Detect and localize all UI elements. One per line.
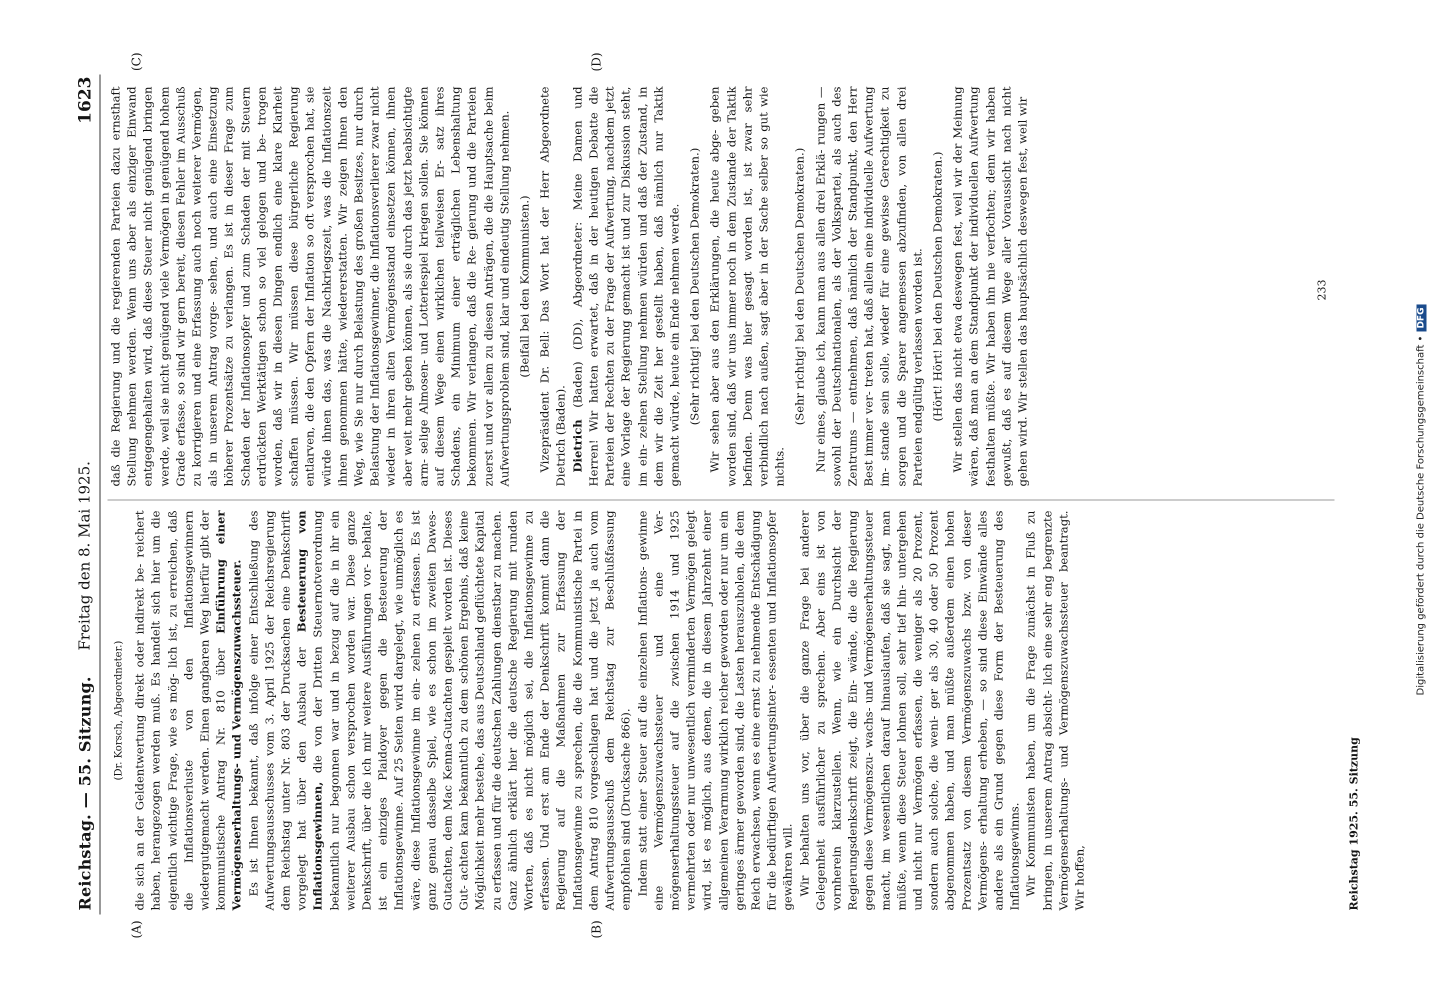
paragraph-text: die sich an der Geldentwertung direkt oder indirekt be- reichert haben, herangezogen werden muß. Es handelt sich hier um die eigentlich wichtige Frage, wie es mög- lich ist, zu erreichen, daß die Inflationsverluste von den Inflationsgewinnern wiedergutgemacht werden. Einen gangbaren Weg hierfür gibt der kommunistische Antrag Nr. 810 über xyxy=(132,510,228,911)
rotated-document-page xyxy=(70,51,1365,951)
column-separator xyxy=(108,500,1335,501)
header-rule xyxy=(100,75,101,915)
paragraph: Indem statt einer Steuer auf die einzelnen Inflations- gewinne eine Vermögenszuwachssteuer und eine Ver- mögenserhaltungssteuer auf die zwischen 1914 und 1925 vermehrten oder nur unwesentlich verminderten Vermögen gelegt wird, ist es möglich, aus denen, die in diesem Jahrzehnt einer allgemeinen Verarmung wirklich reicher geworden oder nur um ein geringes ärmer geworden sind, die Lasten herauszuholen, die dem Reich erwachsen, wenn es eine ernst zu nehmende Entschädigung für die bedürftigen Aufwertungsinter- essenten und Inflationsopfer gewähren will. xyxy=(635,510,795,911)
speaker-running-head: (Dr. Korsch, Abgeordneter.) xyxy=(113,640,125,781)
interjection: (Hört! Hört! bei den Deutschen Demokraten.) xyxy=(930,151,945,422)
interjection: (Beifall bei den Kommunisten.) xyxy=(517,195,532,378)
emphasis-text: Besteuerung von Inflationsgewinnen, xyxy=(294,510,325,911)
paragraph: Wir behalten uns vor, über die ganze Frage bei anderer Gelegenheit ausführlicher zu sprechen. Aber eins ist von vornherein klarzustellen. Wenn, wie ein Durchsicht der Regierungsdenkschrift zeigt, die Ein- wände, die die Regierung gegen diese Vermögenszu- wachs- und Vermögenserhaltungssteuer macht, im wesentlichen darauf hinauslaufen, daß sie sagt, man müßte, wenn diese Steuer lohnen soll, sehr tief hin- untergehen und nicht nur Vermögen erfassen, die weniger als 20 Prozent, sondern auch solche, die weni- ger als 30, 40 oder 50 Prozent abgenommen haben, und man müßte außerdem einen hohen Prozentsatz von diesem Vermögenszuwachs bzw. von dieser Vermögens- erhaltung erheben, — so sind diese Einwände alles andere als ein Grund gegen diese Form der Besteuerung des Inflationsgewinns. xyxy=(797,510,1022,911)
page-footer: Reichstag 1925. 55. Sitzung xyxy=(1347,737,1361,911)
margin-mark-b: (B) xyxy=(589,920,604,939)
dfg-logo-icon: DFG xyxy=(1417,305,1427,332)
page-header-session: Reichstag. — 55. Sitzung. xyxy=(75,676,95,911)
paragraph-text: Es ist Ihnen bekannt, daß infolge einer Entschließung des Aufwertungsausschusses vom 3. April 1925 der Reichsregierung dem Reichstag unter Nr. 803 der Drucksachen eine Denkschrift vorgelegt hat über den Ausbau der xyxy=(246,510,309,911)
page-header-date: Freitag den 8. Mai 1925. xyxy=(75,461,94,651)
margin-mark-a: (A) xyxy=(129,920,144,939)
dfg-notice-text: Digitalisierung gefördert durch die Deutsche Forschungsgemeinschaft • xyxy=(1415,335,1427,696)
interjection: (Sehr richtig! bei den Deutschen Demokraten.) xyxy=(687,147,702,426)
paragraph: Wir stellen das nicht etwa deswegen fest, weil wir der Meinung wären, daß man an dem Standpunkt der individuellen Aufwertung festhalten müßte. Wir haben ihn nie verfochten; denn wir haben gewußt, daß es auf diesem Wege aller Voraussicht nach nicht gehen wird. Wir stellen das hauptsächlich deswegen fest, weil wir xyxy=(950,86,1030,487)
chair-statement: Vizepräsident Dr. Bell: Das Wort hat der Herr Abgeordnete Dietrich (Baden). xyxy=(537,86,568,487)
paragraph-text: die von der Dritten Steuernotverordnung bekanntlich nur begonnen war und in bezug auf die in ihr ein weiterer Ausbau schon versprochen worden war. Diese ganze Denkschrift, über die ich mir weitere Ausführungen vor- behalte, ist ein einziges Plaidoyer gegen die Besteuerung der Inflationsgewinne. Auf 25 Seiten wird dargelegt, wie unmöglich es wäre, diese Inflationsgewinne im ein- zelnen zu erfassen. Es ist ganz genau dasselbe Spiel, wie es schon im zweiten Dawes-Gutachten, dem Mac Kenna-Gutachten gespielt worden ist. Dieses Gut- achten kam bekanntlich zu dem schönen Ergebnis, daß keine Möglichkeit mehr bestehe, das aus Deutschland geflüchtete Kapital zu erfassen und für die deutschen Zahlungen dienstbar zu machen. Ganz ähnlich erklärt hier die deutsche Regierung mit runden Worten, daß es nicht möglich sei, die Inflationsgewinne zu erfassen. Und erst am Ende der Denkschrift kommt dann die Regierung auf die Maßnahmen zur Erfassung der Inflationsgewinne zu sprechen, die die Kommunistische Partei in dem Antrag 810 vorgeschlagen hat und die jetzt ja auch vom Aufwertungsausschuß dem Reichstag zur Beschlußfassung empfohlen sind (Drucksache 866). xyxy=(310,510,633,911)
paragraph xyxy=(132,511,245,911)
paragraph-text: (Baden) (DD), Abgeordneter: Meine Damen und Herren! Wir hatten erwartet, daß in der heutigen Debatte die Parteien der Rechten zu der Frage der Aufwertung, nachdem jetzt eine Vorlage der Regierung gemacht ist und zur Diskussion steht, im ein- zelnen Stellung nehmen würden und daß der Zustand, in dem wir die Zeit her gestellt haben, daß nämlich nur Taktik gemacht würde, heute ein Ende nehmen werde. xyxy=(570,86,682,487)
paragraph xyxy=(569,87,682,487)
page-signature: 233 xyxy=(1315,279,1329,301)
paragraph: Nur eines, glaube ich, kann man aus allen drei Erklä- rungen — sowohl der Deutschnationalen, als der Volkspartei, als auch des Zentrums — entnehmen, daß nämlich der Standpunkt, den Herr Best immer ver- treten hat, daß allein eine individuelle Aufwertung im- stande sein solle, wieder für eine gewisse Gerechtigkeit zu sorgen und die Sparer angemessen abzufinden, von allen drei Parteien endgültig verlassen worden ist. xyxy=(813,86,925,487)
margin-mark-c: (C) xyxy=(129,52,144,72)
emphasis-text: Einführung einer Vermögenserhaltungs- und Vermögenszuwachssteuer. xyxy=(213,510,244,911)
paragraph: daß die Regierung und die regierenden Parteien dazu ernsthaft Stellung nehmen werden. Wenn uns aber als einziger Einwand entgegengehalten wird, daß diese Steuer nicht genügend bringen werde, weil sie nicht genügend viele Vermögen in genügend hohem Grade erfasse, so sind wir gern bereit, diesen Fehler im Ausschuß zu korrigieren und eine Erfassung auch noch weiterer Vermögen, als in unserem Antrag vorge- sehen, und auch eine Einsetzung höherer Prozentsätze zu verlangen. Es ist in dieser Frage zum Schaden der Inflationsopfer und zum Schaden der mit Steuern erdrückten Werktätigen schon so viel gelogen und be- trogen worden, daß wir in diesen Dingen endlich eine klare Klarheit schaffen müssen. Wir müssen diese bürgerliche Regierung entlarven, die den Opfern der Inflation so oft versprochen hat, sie würde ihnen das, was die Nachkriegszeit, was die Inflationszeit ihnen genommen hätte, wiedererstatten. Wir zeigen Ihnen den Weg, wie Sie nur durch Belastung des großen Besitzes, nur durch Belastung der Inflationsgewinner, die Inflationsverlierer zwar nicht wieder in ihren alten Vermögensstand einsetzen können, ihnen aber weit mehr geben können, als sie durch das jetzt beabsichtigte arm- selige Almosen- und Lotteriespiel kriegen sollen. Sie können auf diesem Wege einen wirklichen teilweisen Er- satz ihres Schadens, ein Minimum einer erträglichen Lebenshaltung bekommen. Wir verlangen, daß die Re- gierung und die Parteien zuerst und vor allem zu diesen Anträgen, die die Hauptsache beim Aufwertungsproblem sind, klar und eindeutig Stellung nehmen. xyxy=(108,86,512,487)
right-text-column xyxy=(108,87,1031,487)
margin-mark-d: (D) xyxy=(589,52,604,72)
paragraph: Wir Kommunisten haben, um die Frage zunächst in Fluß zu bringen, in unserem Antrag absicht- lich eine sehr eng begrenzte Vermögenserhaltungs- und Vermögenszuwachssteuer beantragt. Wir hoffen, xyxy=(1023,510,1087,911)
paragraph: Wir sehen aber aus den Erklärungen, die heute abge- geben worden sind, daß wir uns immer noch in dem Zustande der Taktik befinden. Denn was hier gesagt worden ist, ist zwar sehr verbindlich nach außen, sagt aber in der Sache selber so gut wie nichts. xyxy=(707,86,787,487)
speaker-name: Dietrich xyxy=(570,419,585,473)
page-number: 1623 xyxy=(75,76,96,124)
left-text-column xyxy=(108,511,1088,911)
paragraph xyxy=(245,511,634,911)
interjection: (Sehr richtig! bei den Deutschen Demokraten.) xyxy=(792,147,807,426)
dfg-funding-notice xyxy=(1416,305,1427,696)
